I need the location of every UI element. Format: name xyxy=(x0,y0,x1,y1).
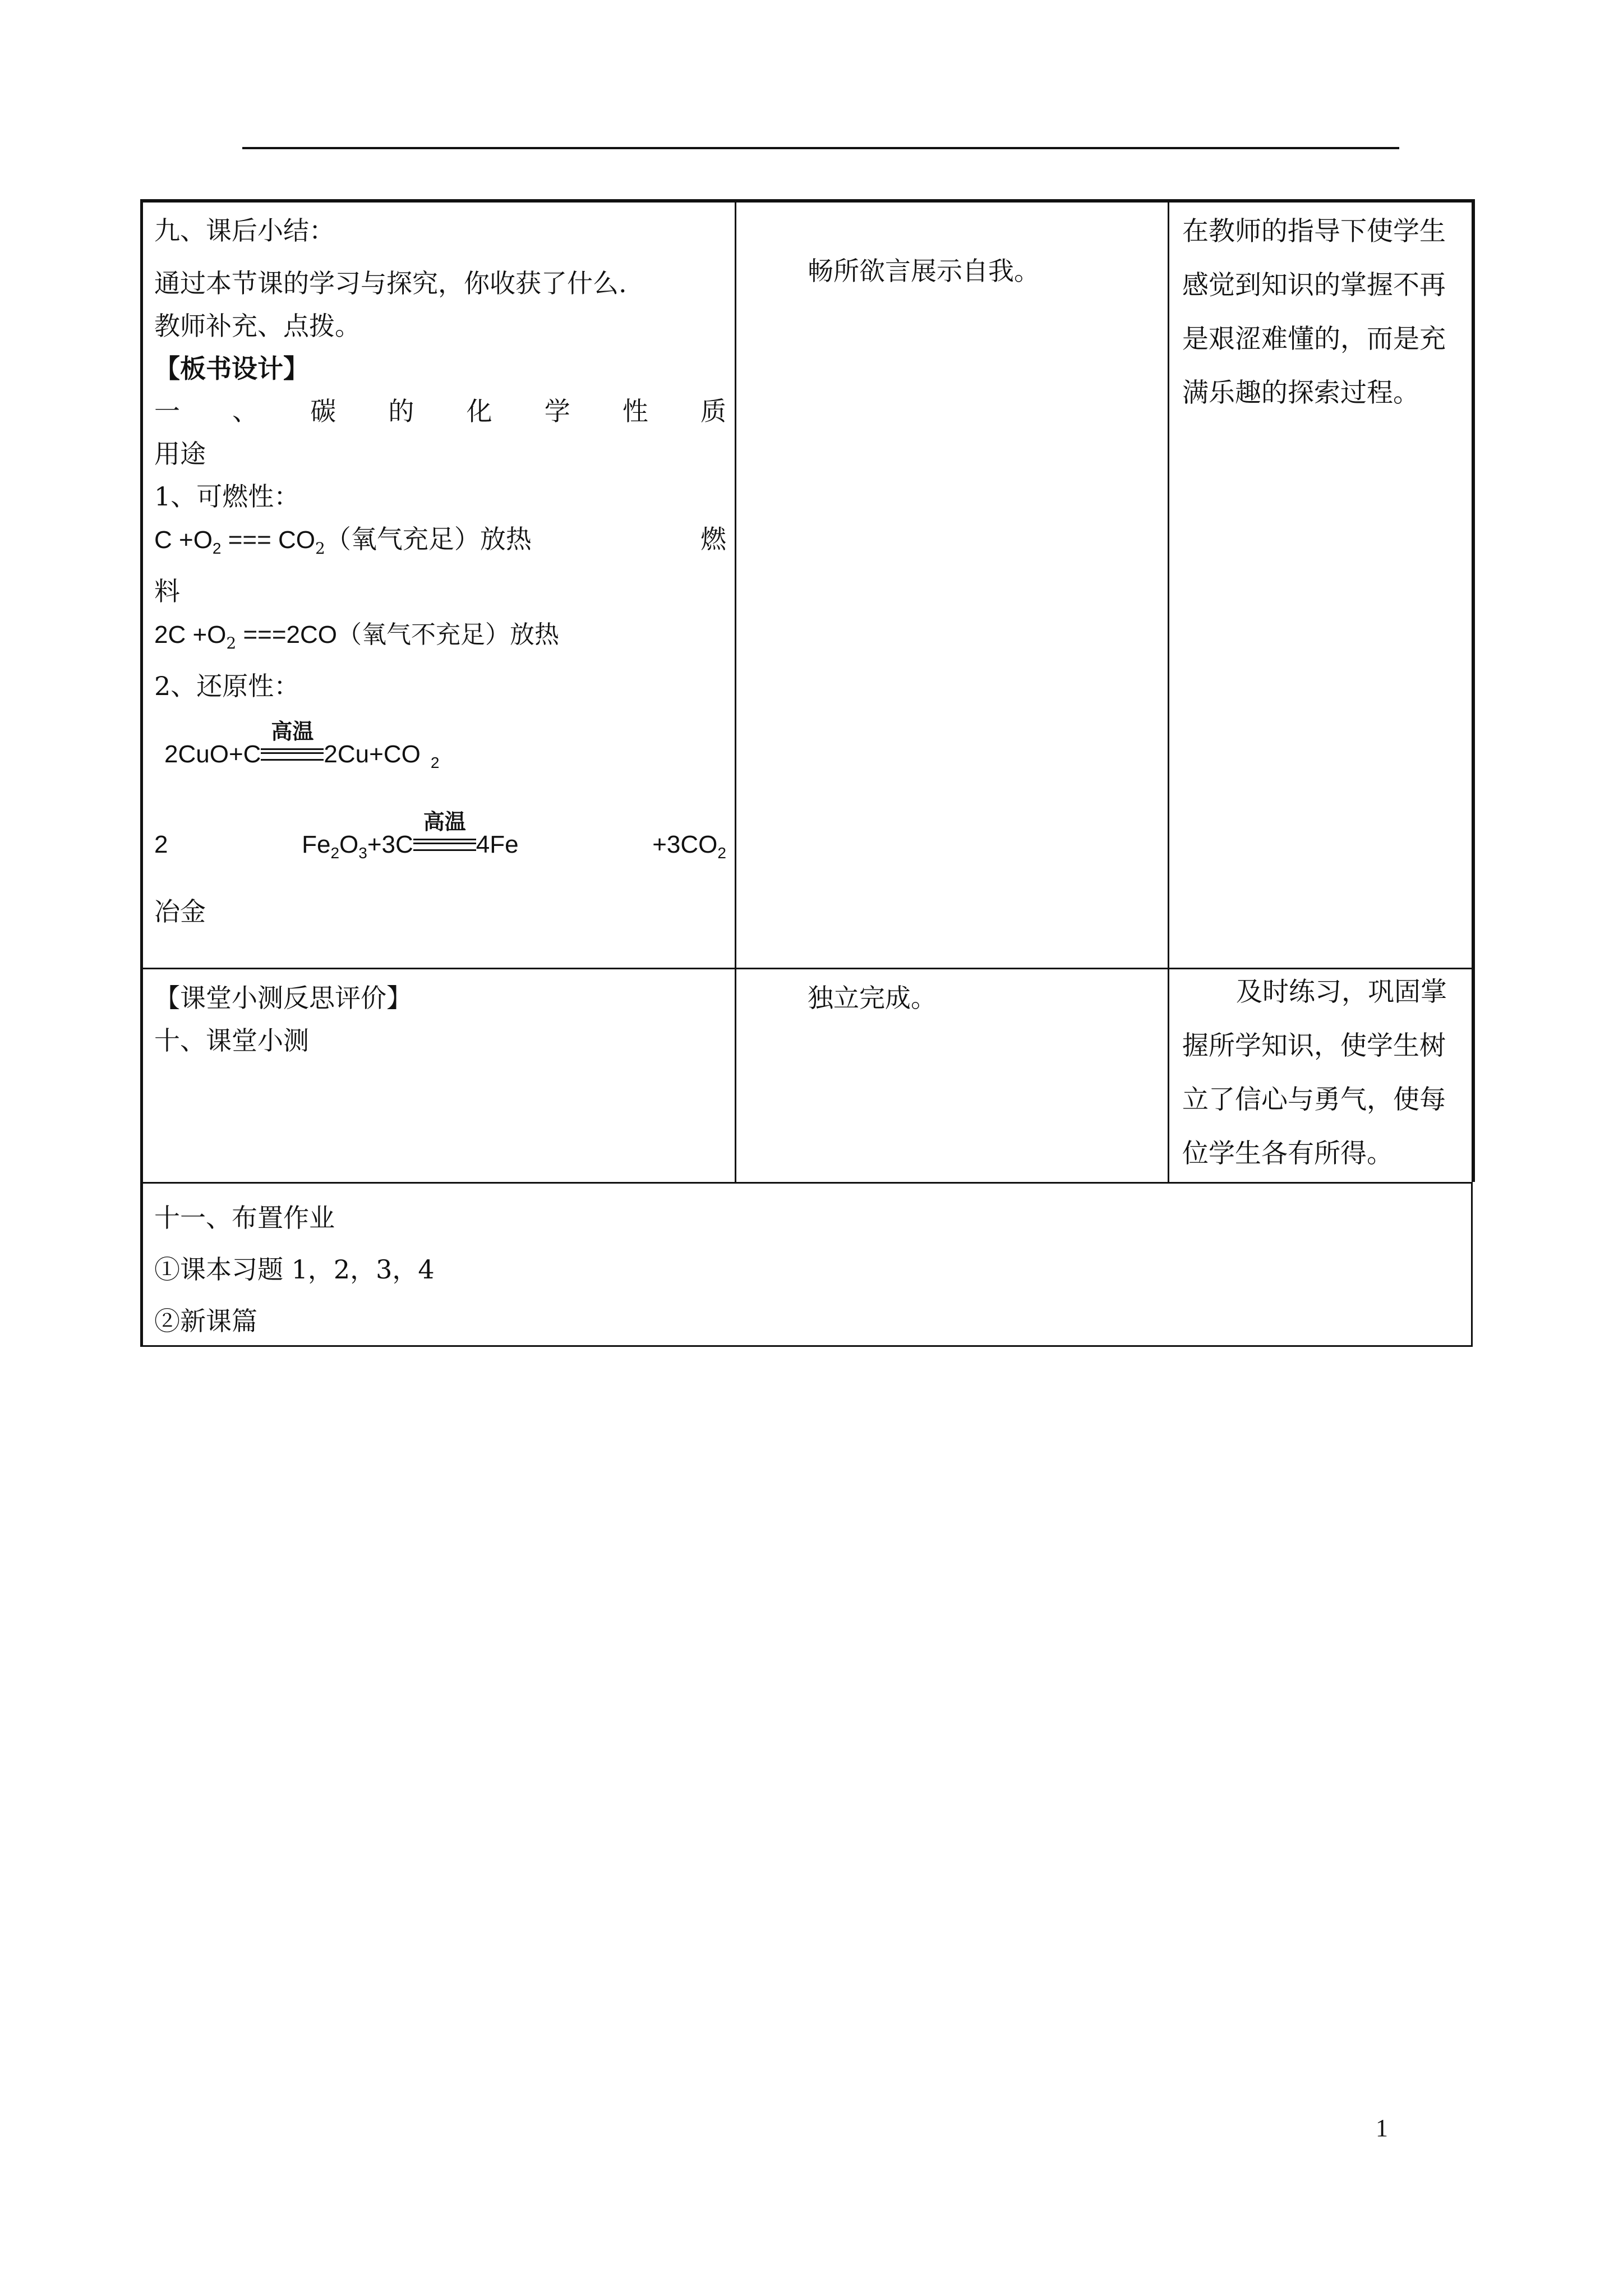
heading-char: 性 xyxy=(622,396,648,426)
equation-2: $2C +O_2 ===2CO$（氧气不充足）放热 xyxy=(154,621,559,653)
quiz-student-cell xyxy=(808,977,937,1019)
homework-cell xyxy=(154,1192,435,1347)
page-number: 1 xyxy=(1376,2114,1388,2142)
quiz-title: 十、课堂小测 xyxy=(154,1025,309,1056)
design-intent-cell xyxy=(1182,205,1463,420)
quiz-design-intent: 及时练习，巩固掌握所学知识，使学生树立了信心与勇气，使每位学生各有所得。 xyxy=(1182,977,1447,1169)
equation-4: 2 $Fe_2O_3+3C$ 高温 4Fe $+3CO_2$ xyxy=(154,809,726,862)
student-activity-cell xyxy=(808,250,1040,292)
heading-char: 质 xyxy=(700,396,726,426)
heading-char: 化 xyxy=(466,396,492,426)
student-activity: 畅所欲言展示自我。 xyxy=(808,256,1040,286)
board-heading-tail: 用途 xyxy=(154,439,206,469)
homework-item: ①课本习题 1，2，3，4 xyxy=(154,1254,435,1285)
table-border-right-upper xyxy=(1472,199,1475,1182)
summary-cell xyxy=(154,209,726,933)
equation-1: $C +O_2$ === $CO_2$（氧气充足）放热 燃 xyxy=(154,524,726,558)
design-intent: 在教师的指导下使学生感觉到知识的掌握不再是艰涩难懂的，而是充满乐趣的探索过程。 xyxy=(1182,216,1446,408)
section9-line1: 通过本节课的学习与探究，你收获了什么. xyxy=(154,268,627,298)
homework-title: 十一、布置作业 xyxy=(154,1203,335,1233)
lesson-table xyxy=(140,199,1475,1347)
quiz-heading: 【课堂小测反思评价】 xyxy=(154,983,412,1013)
heading-char: 学 xyxy=(544,396,570,426)
quiz-intent-cell xyxy=(1182,965,1463,1181)
table-border-top xyxy=(140,199,1475,203)
metallurgy-use: 冶金 xyxy=(154,896,206,927)
table-border-right-lower xyxy=(1471,1182,1473,1347)
combustibility-item: 1、可燃性： xyxy=(154,481,300,512)
homework-item: ②新课篇 xyxy=(154,1306,257,1336)
table-border-left xyxy=(140,199,143,1347)
header-rule xyxy=(242,147,1399,149)
col-divider-2 xyxy=(1168,199,1169,1183)
heading-char: 、 xyxy=(232,396,259,426)
high-temp-sign: 高温 xyxy=(413,835,476,858)
row-divider-2 xyxy=(140,1182,1473,1184)
quiz-cell xyxy=(154,977,412,1062)
board-heading-chars xyxy=(154,390,726,432)
reducibility-item: 2、还原性： xyxy=(154,671,300,702)
equation-1-use: 料 xyxy=(154,576,180,607)
section9-title: 九、课后小结： xyxy=(154,215,335,246)
high-temp-sign: 高温 xyxy=(261,745,324,767)
quiz-student-activity: 独立完成。 xyxy=(808,983,937,1013)
section9-line2: 教师补充、点拨。 xyxy=(154,311,361,341)
heading-char: 碳 xyxy=(310,396,336,426)
heading-char: 一 xyxy=(154,396,180,426)
equation-3: 2CuO+C 高温 2Cu+CO $_2$ xyxy=(164,719,440,772)
board-design-heading: 【板书设计】 xyxy=(154,353,309,384)
col-divider-1 xyxy=(735,199,736,1183)
heading-char: 的 xyxy=(388,396,414,426)
